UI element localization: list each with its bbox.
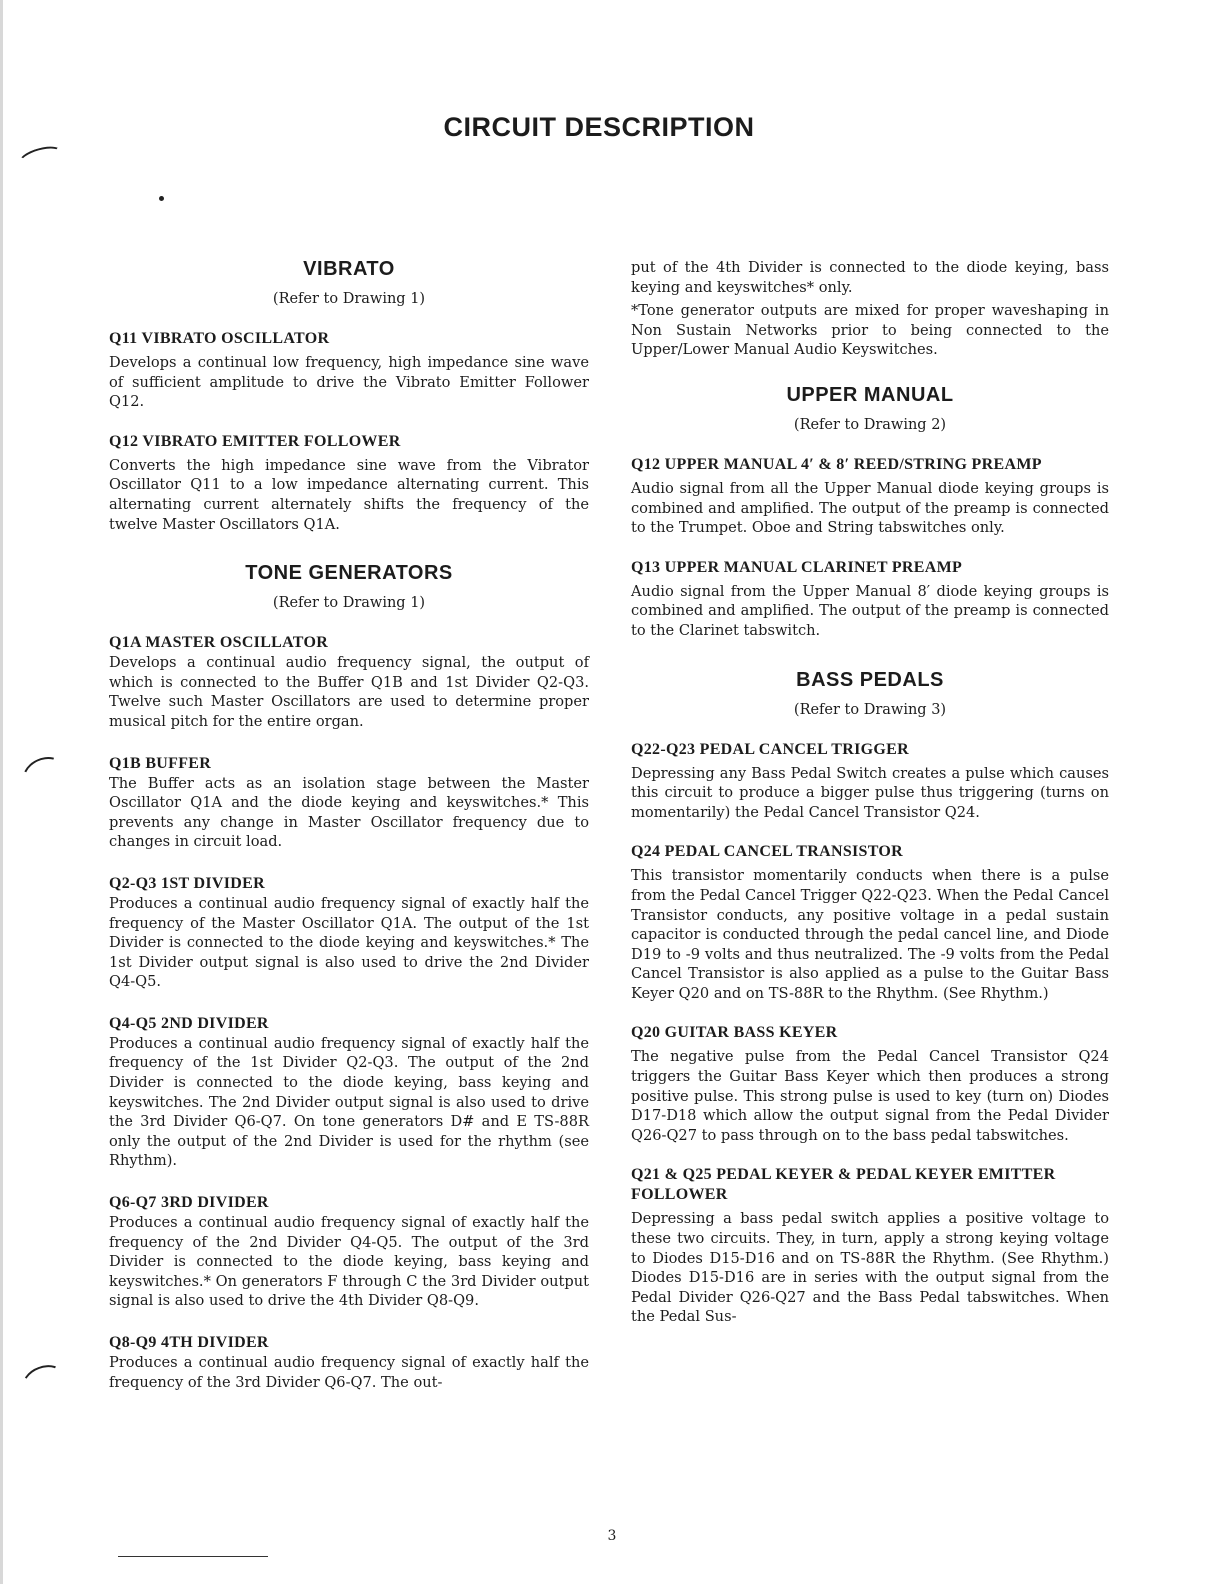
- subsection: [631, 558, 1109, 641]
- subsection-text: Converts the high impedance sine wave from the Vibrator Oscillator Q11 to a low impedance alternating current. This alternating current alternately shifts the frequency of the twelve Master Oscillators Q1A.: [109, 456, 589, 533]
- subsection-text: The Buffer acts as an isolation stage between the Master Oscillator Q1A and the diode keying and keyswitches.* This prevents any change in Master Oscillator frequency due to changes in circuit load.: [109, 774, 589, 851]
- subsection-text: Develops a continual audio frequency signal, the output of which is connected to the Buffer Q1B and 1st Divider Q2-Q3. Twelve such Master Oscillators are used to determine proper musical pitch for the entire organ.: [109, 654, 589, 730]
- subsection-text: Audio signal from all the Upper Manual diode keying groups is combined and amplified. The output of the preamp is connected to the Trumpet. Oboe and String tabswitches only.: [631, 479, 1109, 537]
- subsection-title: Q22-Q23 PEDAL CANCEL TRIGGER: [631, 740, 909, 758]
- subsection-text: The negative pulse from the Pedal Cancel Transistor Q24 triggers the Guitar Bass Keyer which then produces a strong positive pulse. This strong pulse is used to key (turn on) Diodes D17-D18 which allow the output signal from the Pedal Divider Q26-Q27 to pass through on to the bass pedal tabswitches.: [631, 1048, 1109, 1144]
- section-heading-bass-pedals: BASS PEDALS: [796, 668, 944, 691]
- subsection-title: Q12 VIBRATO EMITTER FOLLOWER: [109, 432, 401, 450]
- subsection: [631, 455, 1109, 538]
- subsection: [109, 432, 589, 534]
- subsection-text: Audio signal from the Upper Manual 8′ diode keying groups is combined and amplified. The output of the preamp is connected to the Clarinet tabswitch.: [631, 582, 1109, 639]
- subsection-text: Develops a continual low frequency, high impedance sine wave of sufficient amplitude to drive the Vibrato Emitter Follower Q12.: [109, 354, 589, 411]
- subsection: [109, 1014, 589, 1171]
- subsection-text: Produces a continual audio frequency signal of exactly half the frequency of the 1st Divider Q2-Q3. The output of the 2nd Divider is connected to the diode keying, bass keying and keyswitches. The 2nd Divider output signal is also used to drive the 3rd Divider Q6-Q7. On tone generators D# and E TS-88R only the output of the 2nd Divider is used for the rhythm (see Rhythm).: [109, 1034, 589, 1170]
- section-heading-vibrato: VIBRATO: [303, 258, 395, 280]
- scan-mark: [18, 1359, 70, 1404]
- subsection: [109, 874, 589, 992]
- left-column: [109, 258, 589, 1392]
- subsection-text: Depressing any Bass Pedal Switch creates a pulse which causes this circuit to produce a bigger pulse thus triggering (turns on momentarily) the Pedal Cancel Transistor Q24.: [631, 764, 1109, 821]
- scan-mark: [16, 142, 66, 173]
- page-number: 3: [607, 1528, 617, 1544]
- subsection-title: Q1B BUFFER: [109, 754, 212, 772]
- section-reference: (Refer to Drawing 2): [793, 416, 947, 433]
- subsection-title: Q11 VIBRATO OSCILLATOR: [109, 330, 330, 347]
- footnote-text: *Tone generator outputs are mixed for proper waveshaping in Non Sustain Networks prior to being connected to the Upper/Lower Manual Audio Keyswitches.: [631, 302, 1109, 359]
- subsection-title: Q21 & Q25 PEDAL KEYER & PEDAL KEYER EMITTER FOLLOWER: [631, 1166, 1056, 1204]
- subsection-title: Q12 UPPER MANUAL 4′ & 8′ REED/STRING PREAMP: [631, 455, 1042, 473]
- section-heading-upper-manual: UPPER MANUAL: [786, 383, 954, 406]
- subsection-title: Q20 GUITAR BASS KEYER: [631, 1024, 838, 1042]
- subsection: [631, 1165, 1109, 1327]
- subsection: [109, 1333, 589, 1392]
- right-column: [631, 258, 1109, 1327]
- bottom-rule: [118, 1556, 268, 1557]
- subsection: [631, 842, 1109, 1003]
- subsection-title: Q6-Q7 3RD DIVIDER: [109, 1194, 269, 1212]
- subsection: [631, 1023, 1109, 1145]
- subsection: [109, 633, 589, 731]
- scan-mark: [159, 196, 164, 201]
- subsection-title: Q4-Q5 2ND DIVIDER: [109, 1014, 269, 1032]
- scan-edge: [0, 0, 3, 1584]
- section-reference: (Refer to Drawing 1): [272, 291, 426, 307]
- subsection-text: Produces a continual audio frequency signal of exactly half the frequency of the 3rd Divider Q6-Q7. The out-: [109, 1354, 589, 1391]
- subsection-title: Q8-Q9 4TH DIVIDER: [109, 1334, 269, 1351]
- subsection: [109, 1193, 589, 1311]
- scan-mark: [17, 750, 71, 799]
- section-reference: (Refer to Drawing 1): [272, 595, 426, 612]
- section-reference: (Refer to Drawing 3): [793, 701, 947, 718]
- subsection-title: Q1A MASTER OSCILLATOR: [109, 634, 329, 652]
- subsection-text: This transistor momentarily conducts when there is a pulse from the Pedal Cancel Trigger Q22-Q23. When the Pedal Cancel Transistor conducts, any positive voltage in a pedal sustain capacitor is conducted through the pedal cancel line, and Diode D19 to -9 volts and thus neutralized. The -9 volts from the Pedal Cancel Transistor is also applied as a pulse to the Guitar Bass Keyer Q20 and on TS-88R to the Rhythm. (See Rhythm.): [631, 867, 1109, 1002]
- subsection-text: Produces a continual audio frequency signal of exactly half the frequency of the 2nd Divider Q4-Q5. The output of the 3rd Divider is connected to the diode keying, bass keying and keyswitches.* On generators F through C the 3rd Divider output signal is also used to drive the 4th Divider Q8-Q9.: [109, 1214, 589, 1310]
- section-heading-tone-generators: TONE GENERATORS: [245, 562, 453, 585]
- page-title: CIRCUIT DESCRIPTION: [443, 112, 755, 142]
- subsection-title: Q13 UPPER MANUAL CLARINET PREAMP: [631, 558, 963, 576]
- subsection: [631, 740, 1109, 823]
- subsection-title: Q24 PEDAL CANCEL TRANSISTOR: [631, 843, 904, 861]
- continuation-text: put of the 4th Divider is connected to the diode keying, bass keying and keyswitches* only.: [631, 259, 1109, 296]
- subsection-text: Depressing a bass pedal switch applies a positive voltage to these two circuits. They, in turn, apply a strong keying voltage to Diodes D15-D16 and on TS-88R the Rhythm. (See Rhythm.) Diodes D15-D16 are in series with the output signal from the Pedal Divider Q26-Q27 and the Bass Pedal tabswitches. When the Pedal Sus-: [631, 1210, 1109, 1326]
- subsection-title: Q2-Q3 1ST DIVIDER: [109, 874, 265, 892]
- subsection: [109, 329, 589, 412]
- subsection-text: Produces a continual audio frequency signal of exactly half the frequency of the Master Oscillator Q1A. The output of the 1st Divider is connected to the diode keying and keyswitches.* The 1st Divider output signal is also used to drive the 2nd Divider Q4-Q5.: [109, 894, 589, 991]
- subsection: [109, 754, 589, 852]
